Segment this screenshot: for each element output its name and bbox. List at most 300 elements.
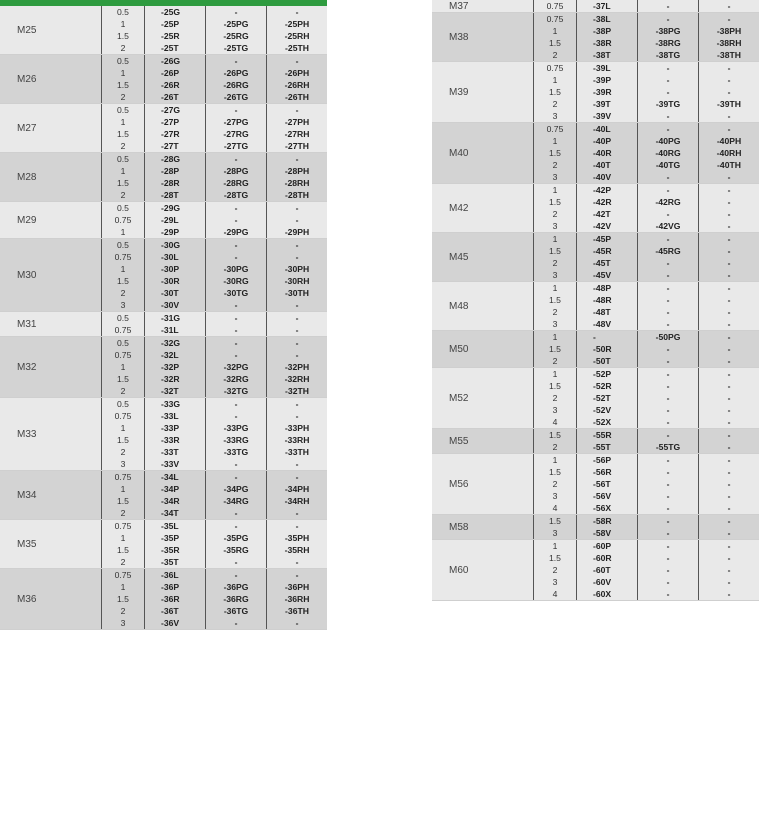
pg-code-cell: -34RG — [206, 495, 267, 507]
ph-code-cell: - — [295, 338, 299, 348]
pitch-cell: 1.5 — [534, 37, 577, 49]
pitch-cell: 1.5 — [534, 245, 577, 257]
pg-code-cell: - — [638, 454, 699, 466]
pitch-cell: 3 — [534, 318, 577, 330]
pitch-cell: 1.5 — [534, 86, 577, 98]
table-row — [102, 593, 327, 605]
ph-code-cell: -28TH — [285, 190, 309, 200]
code-cell: -45P — [577, 233, 638, 245]
size-group — [0, 471, 327, 520]
pg-code-cell: - — [638, 392, 699, 404]
code-cell: -30T — [145, 287, 206, 299]
pitch-cell: 1.5 — [534, 147, 577, 159]
pitch-cell: 2 — [534, 98, 577, 110]
table-row — [102, 532, 327, 544]
ph-code-cell: - — [727, 221, 731, 231]
ph-code-cell: - — [727, 516, 731, 526]
table-row — [534, 98, 759, 110]
pitch-cell: 1.5 — [102, 434, 145, 446]
pg-code-cell: - — [638, 294, 699, 306]
thread-size-label: M60 — [432, 540, 534, 600]
code-cell: -56X — [577, 502, 638, 514]
table-row — [534, 184, 759, 196]
ph-code-cell: - — [727, 295, 731, 305]
pitch-cell: 2 — [534, 441, 577, 453]
table-row — [534, 37, 759, 49]
table-row — [534, 466, 759, 478]
pitch-cell: 4 — [534, 502, 577, 514]
table-row — [102, 324, 327, 336]
pitch-cell: 0.75 — [102, 410, 145, 422]
pitch-cell: 3 — [534, 490, 577, 502]
code-cell: -28G — [145, 153, 206, 165]
pitch-cell: 2 — [534, 49, 577, 61]
pitch-cell: 1 — [102, 361, 145, 373]
ph-code-cell: -27PH — [284, 117, 310, 127]
ph-code-cell: -36PH — [284, 582, 310, 592]
ph-code-cell: - — [727, 87, 731, 97]
pg-code-cell: - — [638, 318, 699, 330]
table-row — [102, 349, 327, 361]
ph-code-cell: -34RH — [284, 496, 310, 506]
ph-code-cell: -38TH — [717, 50, 741, 60]
ph-code-cell: -26RH — [284, 80, 310, 90]
pg-code-cell: - — [206, 251, 267, 263]
ph-code-cell: - — [727, 589, 731, 599]
pg-code-cell: - — [206, 520, 267, 532]
pitch-cell: 0.5 — [102, 202, 145, 214]
pg-code-cell: -42VG — [638, 220, 699, 232]
code-cell: -32T — [145, 385, 206, 397]
pg-code-cell: - — [638, 490, 699, 502]
table-row — [534, 515, 759, 527]
pitch-cell: 2 — [534, 159, 577, 171]
code-cell: -32P — [145, 361, 206, 373]
pg-code-cell: -55TG — [638, 441, 699, 453]
ph-code-cell: - — [295, 399, 299, 409]
ph-code-cell: - — [727, 528, 731, 538]
pitch-cell: 1.5 — [534, 552, 577, 564]
pg-code-cell: - — [206, 337, 267, 349]
pitch-cell: 0.5 — [102, 104, 145, 116]
pitch-cell: 0.75 — [534, 0, 577, 12]
code-cell: -36V — [145, 617, 206, 629]
ph-code-cell: - — [727, 553, 731, 563]
ph-code-cell: - — [727, 197, 731, 207]
pitch-cell: 3 — [534, 269, 577, 281]
thread-size-label: M39 — [432, 62, 534, 122]
ph-code-cell: -40RH — [716, 148, 742, 158]
code-cell: -38P — [577, 25, 638, 37]
code-cell: -28P — [145, 165, 206, 177]
code-cell: -34L — [145, 471, 206, 483]
pitch-cell: 3 — [534, 110, 577, 122]
thread-size-label: M55 — [432, 429, 534, 453]
pitch-cell: 0.5 — [102, 153, 145, 165]
pg-code-cell: - — [638, 527, 699, 539]
code-cell: -27P — [145, 116, 206, 128]
ph-code-cell: - — [295, 313, 299, 323]
table-row — [102, 177, 327, 189]
ph-code-cell: - — [727, 172, 731, 182]
pg-code-cell: -35RG — [206, 544, 267, 556]
pitch-cell: 2 — [102, 42, 145, 54]
ph-code-cell: -30RH — [284, 276, 310, 286]
code-cell: -60T — [577, 564, 638, 576]
pg-code-cell: - — [638, 564, 699, 576]
ph-code-cell: -27RH — [284, 129, 310, 139]
pitch-cell: 0.75 — [102, 349, 145, 361]
pitch-cell: 1 — [102, 67, 145, 79]
pitch-cell: 3 — [534, 576, 577, 588]
size-group — [432, 184, 759, 233]
table-row — [534, 478, 759, 490]
size-group — [432, 282, 759, 331]
pitch-cell: 1 — [534, 135, 577, 147]
pg-code-cell: - — [638, 171, 699, 183]
ph-code-cell: - — [727, 209, 731, 219]
code-cell: -26T — [145, 91, 206, 103]
pitch-cell: 0.75 — [102, 214, 145, 226]
size-group — [0, 104, 327, 153]
pitch-cell: 2 — [102, 446, 145, 458]
table-row — [102, 140, 327, 152]
code-cell: -30P — [145, 263, 206, 275]
code-cell: -33G — [145, 398, 206, 410]
ph-code-cell: - — [295, 240, 299, 250]
ph-code-cell: - — [727, 381, 731, 391]
size-group — [0, 520, 327, 569]
pg-code-cell: - — [206, 312, 267, 324]
code-cell: -58R — [577, 515, 638, 527]
table-row — [534, 171, 759, 183]
pitch-cell: 2 — [102, 287, 145, 299]
thread-size-label: M40 — [432, 123, 534, 183]
size-group — [432, 13, 759, 62]
thread-size-label: M28 — [0, 153, 102, 201]
ph-code-cell: - — [295, 7, 299, 17]
pg-code-cell: - — [638, 588, 699, 600]
pg-code-cell: - — [638, 306, 699, 318]
size-group — [0, 202, 327, 239]
pg-code-cell: - — [206, 299, 267, 311]
pg-code-cell: -27TG — [206, 140, 267, 152]
table-row — [534, 416, 759, 428]
pitch-cell: 2 — [102, 385, 145, 397]
code-cell: -32R — [145, 373, 206, 385]
pitch-cell: 1.5 — [102, 177, 145, 189]
ph-code-cell: - — [727, 356, 731, 366]
table-row — [534, 343, 759, 355]
thread-size-label: M33 — [0, 398, 102, 470]
size-group — [432, 368, 759, 429]
size-group — [0, 239, 327, 312]
pitch-cell: 0.75 — [102, 569, 145, 581]
pg-code-cell: -30PG — [206, 263, 267, 275]
code-cell: -48T — [577, 306, 638, 318]
table-row — [102, 581, 327, 593]
code-cell: -29L — [145, 214, 206, 226]
pitch-cell: 4 — [534, 416, 577, 428]
table-row — [534, 564, 759, 576]
ph-code-cell: - — [727, 430, 731, 440]
pg-code-cell: - — [638, 208, 699, 220]
thread-size-label: M36 — [0, 569, 102, 629]
thread-size-label: M32 — [0, 337, 102, 397]
ph-code-cell: - — [295, 154, 299, 164]
ph-code-cell: - — [727, 75, 731, 85]
pitch-cell: 2 — [534, 257, 577, 269]
table-row — [534, 552, 759, 564]
thread-size-label: M45 — [432, 233, 534, 281]
pg-code-cell: -35PG — [206, 532, 267, 544]
pitch-cell: 1 — [534, 368, 577, 380]
pitch-cell: 4 — [534, 588, 577, 600]
pg-code-cell: - — [638, 515, 699, 527]
table-row — [534, 245, 759, 257]
pg-code-cell: - — [638, 86, 699, 98]
size-group — [432, 331, 759, 368]
ph-code-cell: -30TH — [285, 288, 309, 298]
ph-code-cell: - — [727, 1, 731, 11]
size-group — [432, 123, 759, 184]
ph-code-cell: - — [727, 270, 731, 280]
code-cell: -60V — [577, 576, 638, 588]
code-cell: -26G — [145, 55, 206, 67]
table-row — [102, 214, 327, 226]
pg-code-cell: -32RG — [206, 373, 267, 385]
pitch-cell: 1 — [534, 25, 577, 37]
code-cell: -27R — [145, 128, 206, 140]
code-cell: -34P — [145, 483, 206, 495]
pg-code-cell: -28RG — [206, 177, 267, 189]
pg-code-cell: - — [638, 478, 699, 490]
table-row — [102, 495, 327, 507]
ph-code-cell: -28RH — [284, 178, 310, 188]
table-row — [534, 404, 759, 416]
table-row — [102, 6, 327, 18]
thread-table-right — [432, 0, 759, 601]
pg-code-cell: - — [638, 552, 699, 564]
pitch-cell: 1 — [534, 454, 577, 466]
pitch-cell: 1.5 — [102, 593, 145, 605]
pg-code-cell: -38PG — [638, 25, 699, 37]
ph-code-cell: -32RH — [284, 374, 310, 384]
table-row — [102, 483, 327, 495]
table-row — [534, 502, 759, 514]
pg-code-cell: - — [206, 202, 267, 214]
ph-code-cell: -38RH — [716, 38, 742, 48]
pitch-cell: 1 — [534, 540, 577, 552]
size-group — [432, 429, 759, 454]
pg-code-cell: -25TG — [206, 42, 267, 54]
table-row — [534, 86, 759, 98]
table-row — [534, 123, 759, 135]
code-cell: -52P — [577, 368, 638, 380]
ph-code-cell: -25RH — [284, 31, 310, 41]
code-cell: -30L — [145, 251, 206, 263]
pg-code-cell: -40RG — [638, 147, 699, 159]
code-cell: -33V — [145, 458, 206, 470]
code-cell: -40V — [577, 171, 638, 183]
code-cell: -60R — [577, 552, 638, 564]
pg-code-cell: - — [206, 6, 267, 18]
ph-code-cell: -28PH — [284, 166, 310, 176]
ph-code-cell: - — [727, 332, 731, 342]
pitch-cell: 1.5 — [102, 128, 145, 140]
table-row — [102, 446, 327, 458]
code-cell: -28R — [145, 177, 206, 189]
pitch-cell: 1.5 — [534, 294, 577, 306]
code-cell: -28T — [145, 189, 206, 201]
ph-code-cell: - — [727, 393, 731, 403]
table-row — [102, 67, 327, 79]
pg-code-cell: - — [638, 416, 699, 428]
pitch-cell: 0.75 — [534, 13, 577, 25]
code-cell: -26R — [145, 79, 206, 91]
code-cell: -38T — [577, 49, 638, 61]
table-row — [534, 196, 759, 208]
size-group — [432, 454, 759, 515]
pitch-cell: 3 — [534, 220, 577, 232]
table-row — [102, 251, 327, 263]
code-cell: -52X — [577, 416, 638, 428]
pitch-cell: 1 — [102, 18, 145, 30]
table-row — [534, 25, 759, 37]
code-cell: -38R — [577, 37, 638, 49]
table-row — [102, 79, 327, 91]
table-row — [534, 429, 759, 441]
pg-code-cell: -50PG — [638, 331, 699, 343]
ph-code-cell: - — [727, 63, 731, 73]
thread-size-label: M48 — [432, 282, 534, 330]
pitch-cell: 0.5 — [102, 337, 145, 349]
table-row — [102, 605, 327, 617]
pg-code-cell: -45RG — [638, 245, 699, 257]
table-row — [102, 104, 327, 116]
table-row — [534, 294, 759, 306]
code-cell: -42V — [577, 220, 638, 232]
pitch-cell: 1.5 — [534, 466, 577, 478]
table-row — [534, 306, 759, 318]
code-cell: -52R — [577, 380, 638, 392]
ph-code-cell: - — [727, 319, 731, 329]
pg-code-cell: -36TG — [206, 605, 267, 617]
table-row — [534, 355, 759, 367]
ph-code-cell: -34PH — [284, 484, 310, 494]
code-cell: -48R — [577, 294, 638, 306]
ph-code-cell: -27TH — [285, 141, 309, 151]
code-cell: -60X — [577, 588, 638, 600]
table-row — [102, 153, 327, 165]
thread-table-left — [0, 0, 327, 630]
table-row — [102, 434, 327, 446]
ph-code-cell: - — [295, 521, 299, 531]
thread-size-label: M25 — [0, 6, 102, 54]
pg-code-cell: -33RG — [206, 434, 267, 446]
table-row — [102, 385, 327, 397]
ph-code-cell: - — [727, 541, 731, 551]
code-cell: -25G — [145, 6, 206, 18]
table-row — [102, 507, 327, 519]
ph-code-cell: -40PH — [716, 136, 742, 146]
table-row — [102, 116, 327, 128]
ph-code-cell: - — [727, 283, 731, 293]
pg-code-cell: - — [638, 355, 699, 367]
pitch-cell: 1 — [102, 532, 145, 544]
pg-code-cell: -32PG — [206, 361, 267, 373]
pg-code-cell: - — [638, 13, 699, 25]
table-row — [534, 527, 759, 539]
pitch-cell: 1 — [102, 483, 145, 495]
code-cell: -39R — [577, 86, 638, 98]
pitch-cell: 1.5 — [102, 544, 145, 556]
code-cell: -25R — [145, 30, 206, 42]
table-row — [534, 257, 759, 269]
code-cell: -40T — [577, 159, 638, 171]
pitch-cell: 0.75 — [534, 123, 577, 135]
pg-code-cell: - — [638, 184, 699, 196]
table-row — [534, 441, 759, 453]
table-row — [534, 269, 759, 281]
thread-size-label: M52 — [432, 368, 534, 428]
thread-size-label: M56 — [432, 454, 534, 514]
size-group — [0, 55, 327, 104]
pitch-cell: 3 — [102, 299, 145, 311]
thread-size-label: M42 — [432, 184, 534, 232]
pg-code-cell: -28PG — [206, 165, 267, 177]
ph-code-cell: - — [295, 300, 299, 310]
ph-code-cell: - — [727, 503, 731, 513]
pitch-cell: 0.5 — [102, 398, 145, 410]
ph-code-cell: -33RH — [284, 435, 310, 445]
table-row — [534, 576, 759, 588]
ph-code-cell: -26TH — [285, 92, 309, 102]
pg-code-cell: - — [206, 55, 267, 67]
size-group — [432, 515, 759, 540]
table-row — [102, 569, 327, 581]
code-cell: -45V — [577, 269, 638, 281]
ph-code-cell: - — [295, 203, 299, 213]
table-row — [102, 458, 327, 470]
code-cell: -56V — [577, 490, 638, 502]
code-cell: -25T — [145, 42, 206, 54]
ph-code-cell: -32TH — [285, 386, 309, 396]
table-row — [102, 544, 327, 556]
code-cell: -42P — [577, 184, 638, 196]
code-cell: -56T — [577, 478, 638, 490]
code-cell: -30R — [145, 275, 206, 287]
pitch-cell: 2 — [102, 140, 145, 152]
code-cell: -56R — [577, 466, 638, 478]
code-cell: -26P — [145, 67, 206, 79]
pg-code-cell: - — [638, 62, 699, 74]
pg-code-cell: - — [638, 110, 699, 122]
table-row — [102, 18, 327, 30]
pg-code-cell: -26PG — [206, 67, 267, 79]
code-cell: -33R — [145, 434, 206, 446]
pitch-cell: 3 — [534, 527, 577, 539]
ph-code-cell: - — [295, 350, 299, 360]
pitch-cell: 1 — [102, 116, 145, 128]
table-row — [534, 588, 759, 600]
thread-size-label: M29 — [0, 202, 102, 238]
pitch-cell: 2 — [102, 556, 145, 568]
code-cell: -56P — [577, 454, 638, 466]
thread-size-label: M26 — [0, 55, 102, 103]
ph-code-cell: - — [727, 124, 731, 134]
pg-code-cell: -42RG — [638, 196, 699, 208]
